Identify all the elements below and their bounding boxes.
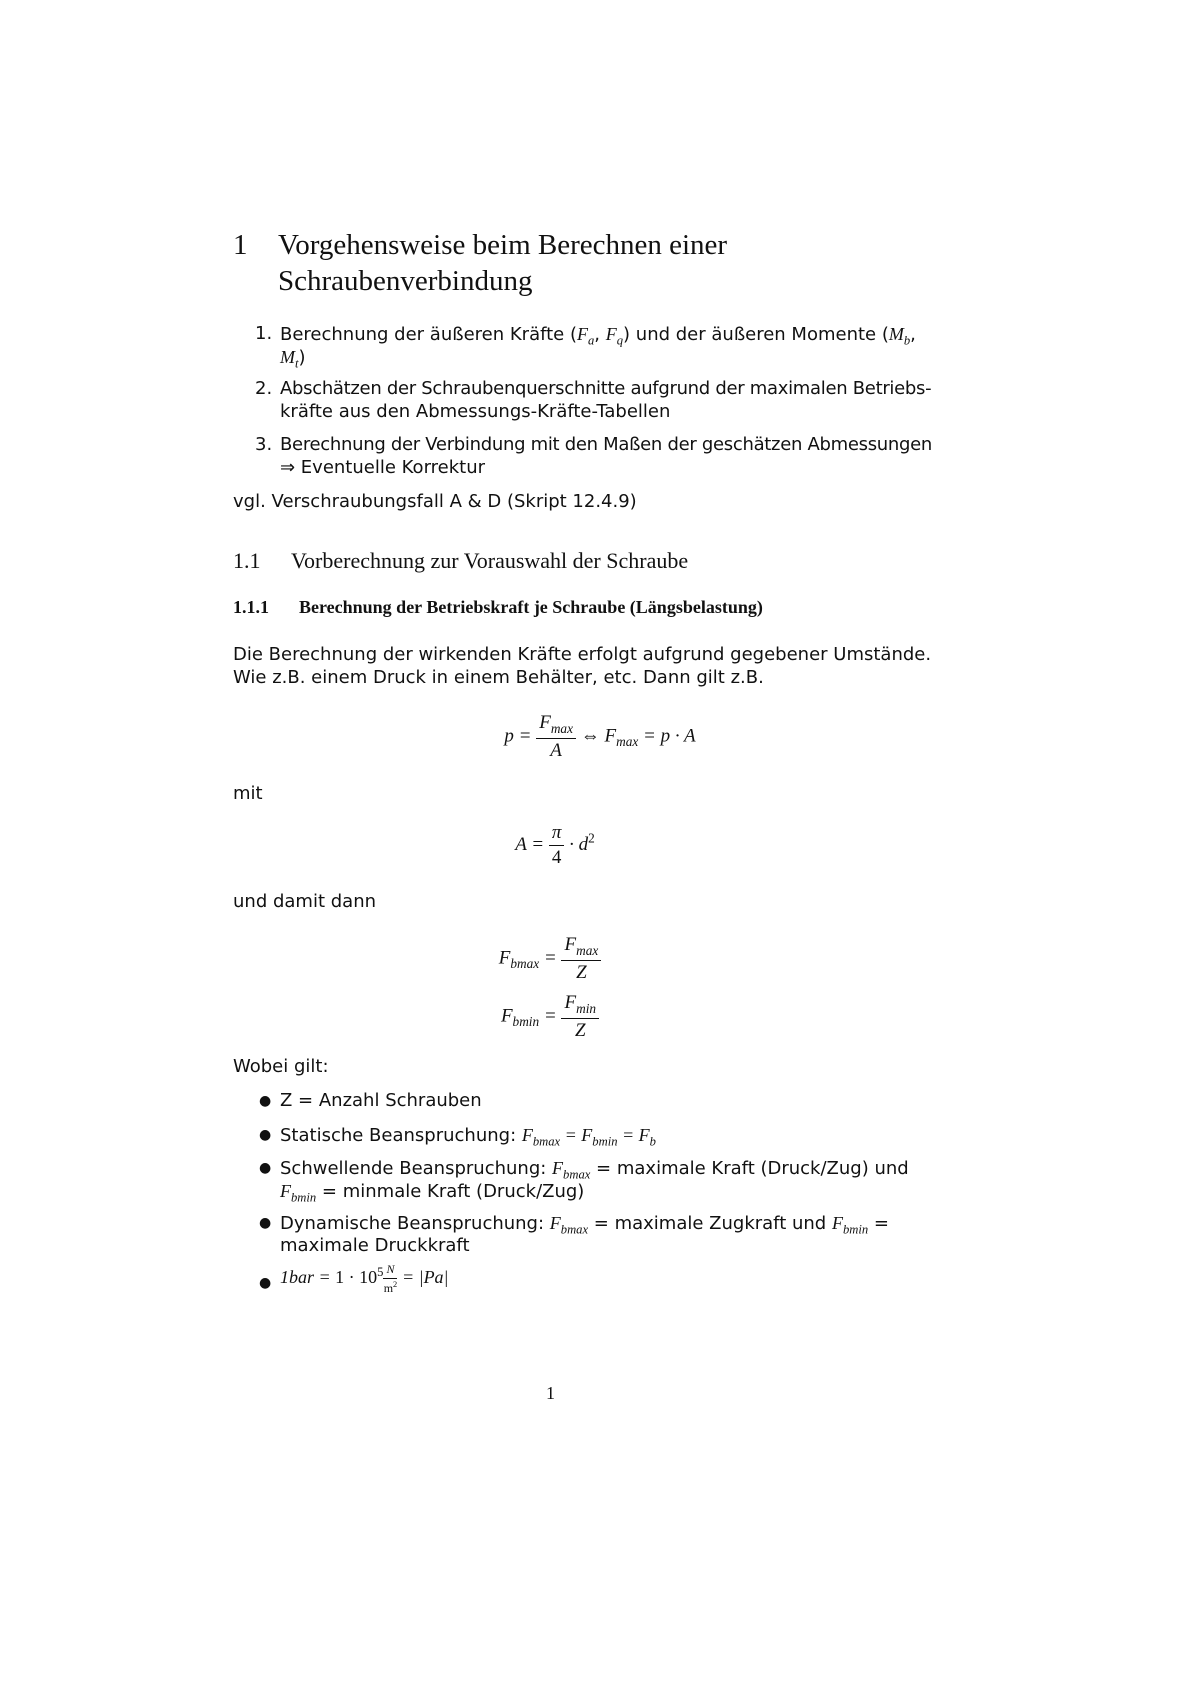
step-2-number: 2. bbox=[255, 378, 273, 399]
equation-fbmin: $F_{bmin}$ = $\frac{F_{min}}{Z}$ bbox=[450, 992, 650, 1042]
math-fq: $F_q$ bbox=[605, 324, 624, 348]
math-fa: $F_a$ bbox=[577, 324, 595, 348]
bullet-dot: ● bbox=[259, 1160, 272, 1176]
bullet-4-end: = bbox=[868, 1213, 889, 1234]
math-fbmax: $F_{bmax}$ bbox=[549, 1213, 589, 1237]
bullet-3-line2 bbox=[280, 1179, 584, 1210]
step-1-line1: Berechnung der äußeren Kräfte ($F_a$, $F_q$) und der äußeren Momente ($M_b$, bbox=[280, 324, 916, 348]
math-mb: $M_b$ bbox=[888, 324, 911, 348]
math-fbmax: $F_{bmax}$ bbox=[552, 1158, 591, 1182]
step-3-line2: ⇒ Eventuelle Korrektur bbox=[280, 457, 486, 478]
bullet-dot: ● bbox=[259, 1093, 272, 1109]
step-1-number: 1. bbox=[255, 323, 273, 344]
section-title-line1: Vorgehensweise beim Berechnen einer bbox=[278, 229, 728, 261]
frac-fmax-over-z: $\frac{F_{max}}{Z}$ bbox=[561, 934, 601, 984]
intro-line2: Wie z.B. einem Druck in einem Behälter, etc. Dann gilt z.B. bbox=[233, 667, 764, 688]
equation-pressure: p = $\frac{F_{max}}{A}$ ⇔ $F_{max} = p \cdot A$ bbox=[504, 712, 696, 761]
step-3-line1: Berechnung der Verbindung mit den Maßen der geschätzen Abmessungen bbox=[280, 434, 933, 455]
bullet-4-mid: = maximale Zugkraft und bbox=[588, 1213, 832, 1234]
step-2-line1: Abschätzen der Schraubenquerschnitte aufgrund der maximalen Betriebs- bbox=[280, 378, 932, 399]
bullet-2-text bbox=[280, 1123, 656, 1154]
math-fbmin: $F_{bmin}$ bbox=[280, 1181, 317, 1205]
step-1-text-b: ) und der äußeren Momente ( bbox=[623, 324, 889, 345]
bullet-2-label: Statische Beanspruchung: bbox=[280, 1125, 522, 1146]
subsubsection-number: 1.1.1 bbox=[233, 597, 269, 617]
page-number: 1 bbox=[546, 1383, 555, 1403]
math-fbmin: $F_{bmin}$ bbox=[831, 1213, 869, 1237]
bullet-dot: ● bbox=[259, 1215, 272, 1231]
reference-text: vgl. Verschraubungsfall A & D (Skript 12.4.9) bbox=[233, 491, 637, 512]
bullet-1-text: Z = Anzahl Schrauben bbox=[280, 1090, 482, 1111]
bullet-4-label: Dynamische Beanspruchung: bbox=[280, 1213, 550, 1234]
step-1-text-a: Berechnung der äußeren Kräfte ( bbox=[280, 324, 577, 345]
subsection-number: 1.1 bbox=[233, 548, 261, 573]
bullet-4-line2: maximale Druckkraft bbox=[280, 1235, 470, 1256]
math-bullet-2: $F_{bmax} = F_{bmin} = F_b$ bbox=[521, 1125, 656, 1149]
step-1-text-end: ) bbox=[298, 347, 306, 368]
frac-pi-over-4: $\frac{\pi}{4}$ bbox=[549, 822, 565, 869]
text-mit: mit bbox=[233, 783, 263, 804]
step-3-number: 3. bbox=[255, 434, 273, 455]
frac-fmin-over-z: $\frac{F_{min}}{Z}$ bbox=[561, 992, 599, 1042]
subsection-title: Vorberechnung zur Vorauswahl der Schraube bbox=[291, 548, 689, 573]
bullet-3-label: Schwellende Beanspruchung: bbox=[280, 1158, 553, 1179]
frac-n-over-m2: $\frac{N}{m^2}$ bbox=[383, 1262, 398, 1295]
section-number: 1 bbox=[233, 229, 248, 261]
bullet-3-mid: = maximale Kraft (Druck/Zug) und bbox=[590, 1158, 909, 1179]
bullet-3-line2-text: = minmale Kraft (Druck/Zug) bbox=[316, 1181, 585, 1202]
equation-fbmax: $F_{bmax}$ = $\frac{F_{max}}{Z}$ bbox=[450, 934, 650, 984]
bullet-dot: ● bbox=[259, 1127, 272, 1143]
text-und-damit: und damit dann bbox=[233, 891, 377, 912]
step-2-line2: kräfte aus den Abmessungs-Kräfte-Tabellen bbox=[280, 401, 671, 422]
bullet-5-formula: $1bar = 1 \cdot 10^5$ $\frac{N}{m^2}$ = |Pa| bbox=[280, 1262, 449, 1295]
frac-fmax-over-a: $\frac{F_{max}}{A}$ bbox=[536, 712, 576, 762]
step-1-line2 bbox=[280, 345, 306, 376]
equation-area: A = $\frac{\pi}{4}$ · $d^2$ bbox=[515, 822, 595, 868]
intro-line1: Die Berechnung der wirkenden Kräfte erfolgt aufgrund gegebener Umstände. bbox=[233, 644, 932, 665]
math-mt: $M_t$ bbox=[280, 347, 299, 371]
bullet-dot: ● bbox=[259, 1275, 272, 1291]
section-title-line2: Schraubenverbindung bbox=[278, 265, 533, 297]
text-wobei: Wobei gilt: bbox=[233, 1056, 329, 1077]
subsubsection-title: Berechnung der Betriebskraft je Schraube (Längsbelastung) bbox=[299, 597, 763, 617]
